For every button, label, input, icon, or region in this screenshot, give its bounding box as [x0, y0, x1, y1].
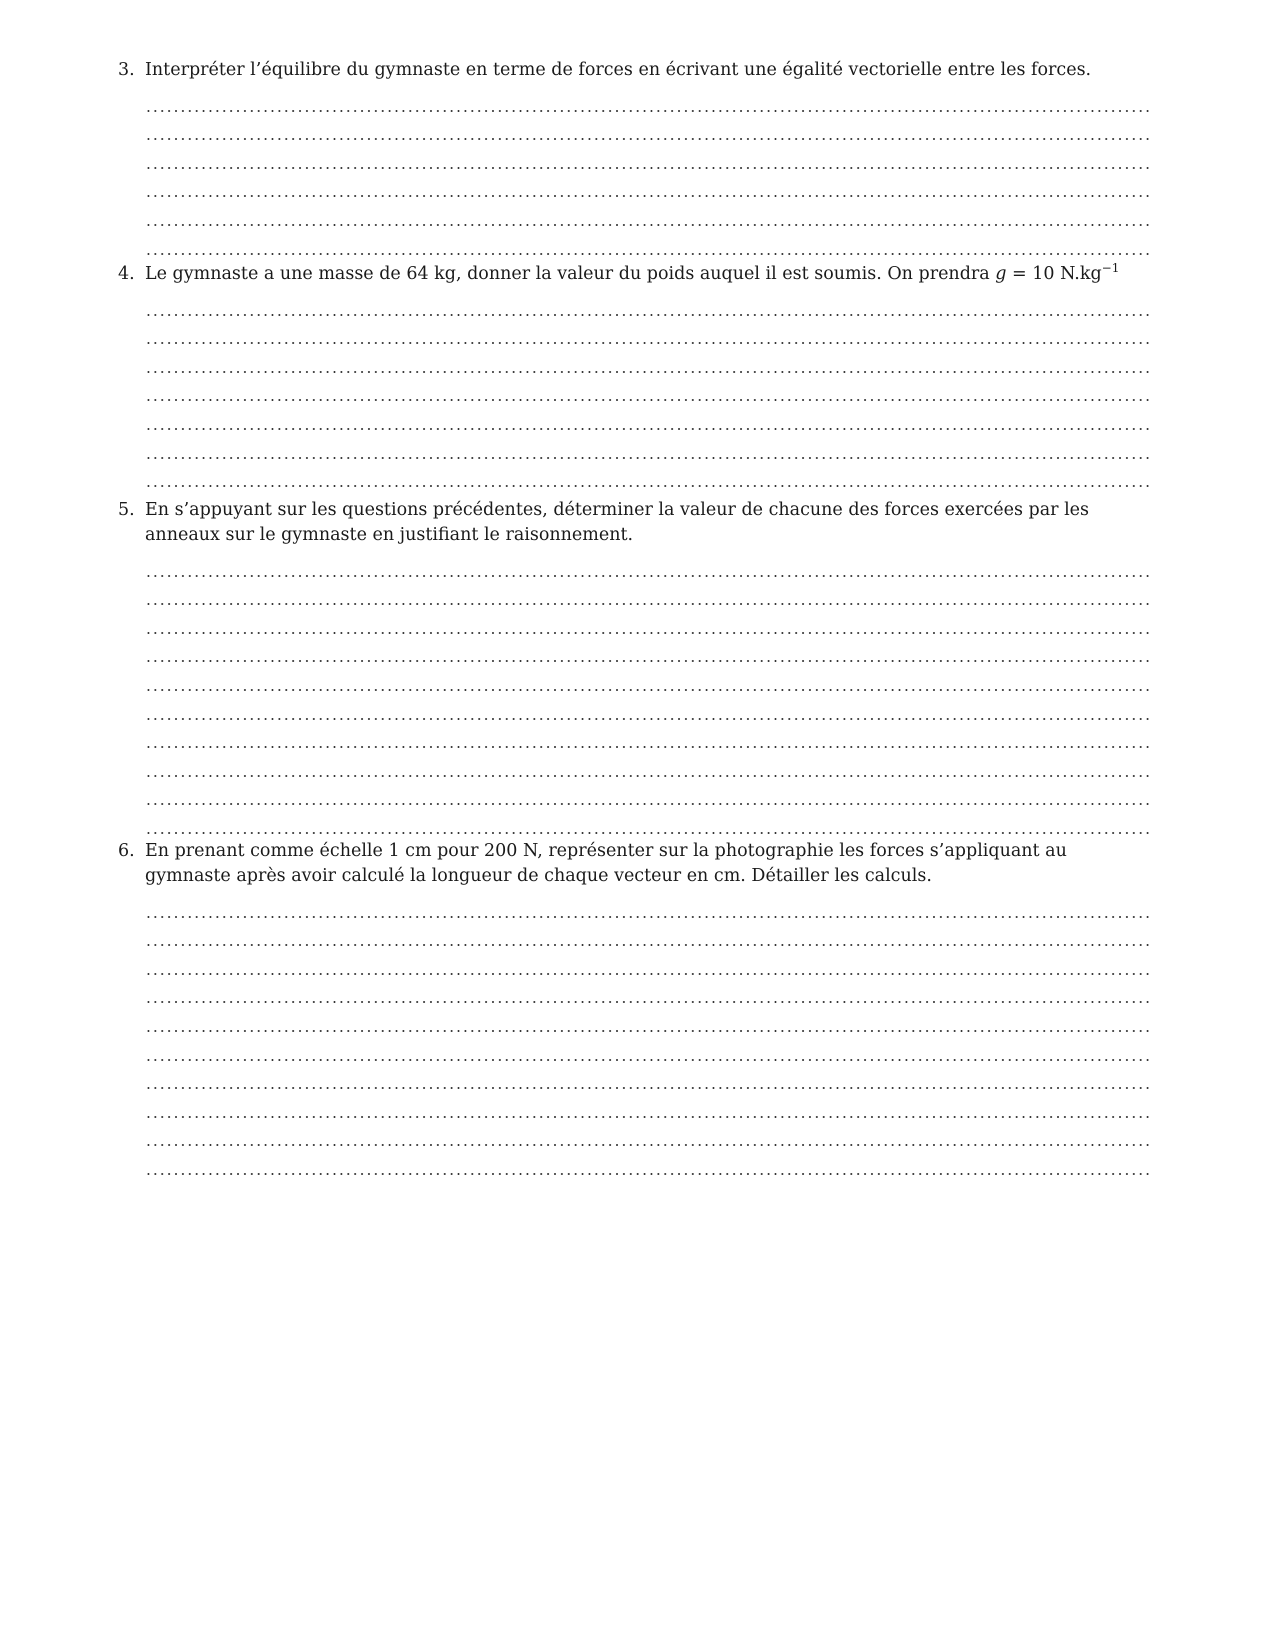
question-6-answer-area[interactable]: [145, 893, 1153, 1179]
gravity-unit-exponent: −1: [1101, 261, 1120, 276]
answer-line[interactable]: [145, 979, 1153, 1008]
question-4-header: [118, 262, 1153, 287]
question-4-number: 4.: [118, 264, 135, 284]
question-3-text: Interpréter l’équilibre du gymnaste en terme de forces en écrivant une égalité vectorielle entre les forces.: [145, 60, 1092, 80]
answer-line[interactable]: [145, 434, 1153, 463]
question-4: [118, 262, 1153, 491]
question-6: [118, 839, 1153, 1179]
answer-line[interactable]: [145, 752, 1153, 781]
question-5-header: [118, 498, 1153, 548]
question-4-text: Le gymnaste a une masse de 64 kg, donner la valeur du poids auquel il est soumis. On prendra: [145, 264, 990, 284]
question-3-number: 3.: [118, 60, 135, 80]
answer-line[interactable]: [145, 1122, 1153, 1151]
question-5-text: En s’appuyant sur les questions précédentes, déterminer la valeur de chacune des forces exercées par les anneaux sur le gymnaste en justifiant le raisonnement.: [145, 500, 1090, 545]
question-3-header: [118, 58, 1153, 83]
answer-line[interactable]: [145, 320, 1153, 349]
answer-line[interactable]: [145, 581, 1153, 610]
answer-line[interactable]: [145, 609, 1153, 638]
question-4-answer-area[interactable]: [145, 291, 1153, 491]
answer-line[interactable]: [145, 463, 1153, 492]
answer-line[interactable]: [145, 1007, 1153, 1036]
answer-line[interactable]: [145, 781, 1153, 810]
answer-line[interactable]: [145, 666, 1153, 695]
answer-line[interactable]: [145, 1150, 1153, 1179]
answer-line[interactable]: [145, 922, 1153, 951]
answer-line[interactable]: [145, 638, 1153, 667]
answer-line[interactable]: [145, 173, 1153, 202]
question-5-number: 5.: [118, 500, 135, 520]
answer-line[interactable]: [145, 950, 1153, 979]
answer-line[interactable]: [145, 1065, 1153, 1094]
answer-line[interactable]: [145, 230, 1153, 259]
question-6-header: [118, 839, 1153, 889]
answer-line[interactable]: [145, 695, 1153, 724]
answer-line[interactable]: [145, 552, 1153, 581]
question-3: [118, 58, 1153, 259]
gravity-symbol: g: [995, 264, 1007, 284]
answer-line[interactable]: [145, 87, 1153, 116]
answer-line[interactable]: [145, 377, 1153, 406]
answer-line[interactable]: [145, 893, 1153, 922]
question-6-text: En prenant comme échelle 1 cm pour 200 N, représenter sur la photographie les forces s’appliquant au gymnaste après avoir calculé la longueur de chaque vecteur en cm. Détailler les calculs.: [145, 841, 1067, 886]
question-3-answer-area[interactable]: [145, 87, 1153, 259]
answer-line[interactable]: [145, 1093, 1153, 1122]
answer-line[interactable]: [145, 348, 1153, 377]
answer-line[interactable]: [145, 116, 1153, 145]
answer-line[interactable]: [145, 144, 1153, 173]
answer-line[interactable]: [145, 201, 1153, 230]
question-6-number: 6.: [118, 841, 135, 861]
question-5-answer-area[interactable]: [145, 552, 1153, 838]
gravity-value: = 10 N.kg: [1006, 264, 1102, 284]
answer-line[interactable]: [145, 724, 1153, 753]
answer-line[interactable]: [145, 405, 1153, 434]
question-4-text-block: [145, 262, 1153, 287]
question-5: [118, 498, 1153, 838]
answer-line[interactable]: [145, 809, 1153, 838]
answer-line[interactable]: [145, 291, 1153, 320]
answer-line[interactable]: [145, 1036, 1153, 1065]
